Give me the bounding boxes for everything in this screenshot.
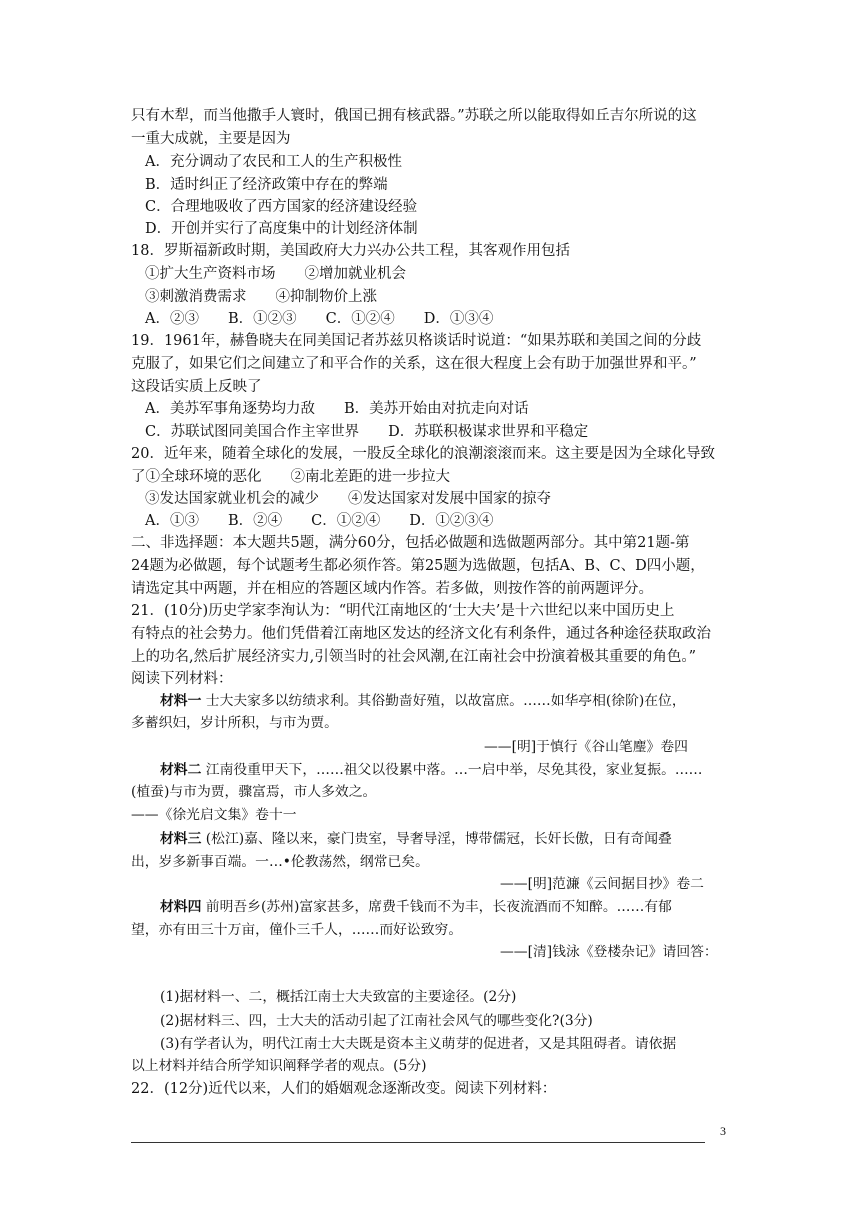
q21-subquestion-3-line2: 以上材料并结合所学知识阐释学者的观点。(5分) (131, 1058, 427, 1074)
footer-rule (131, 1142, 705, 1143)
q21-material2-label: 材料二 (160, 762, 202, 778)
q21-material2-line1 (160, 760, 702, 780)
q19-stem-line3: 这段话实质上反映了 (131, 379, 262, 395)
q21-material1-text1: 士大夫家多以纺绩求利。其俗勤啬好殖，以故富庶。……如华亭相(徐阶)在位， (205, 693, 686, 709)
q17-option-c: C．合理地吸收了西方国家的经济建设经验 (145, 199, 418, 215)
q21-material2-source: ——《徐光启文集》卷十一 (131, 807, 297, 823)
q21-material4-line2: 望，亦有田三十万亩，僮仆三千人，……而好讼致穷。 (131, 922, 463, 938)
q21-material1-line1 (160, 691, 686, 711)
q18-items-row2: ③刺激消费需求 ④抑制物价上涨 (145, 289, 377, 305)
q21-material2-text1: 江南役重甲天下，……祖父以役累中落。…一启中举，尽免其役，家业复振。…… (205, 762, 703, 778)
section2-line1: 二、非选择题：本大题共5题，满分60分，包括必做题和选做题两部分。其中第21题-第 (131, 535, 690, 551)
q18-stem: 18．罗斯福新政时期，美国政府大力兴办公共工程，其客观作用包括 (131, 243, 570, 259)
q21-material1-line2: 多蓄织妇，岁计所积，与市为贾。 (131, 715, 338, 731)
q22-stem: 22．(12分)近代以来，人们的婚姻观念逐渐改变。阅读下列材料： (131, 1081, 557, 1097)
q21-material4-label: 材料四 (160, 899, 202, 915)
section2-line3: 请选定其中两题，并在相应的答题区域内作答。若多做，则按作答的前两题评分。 (131, 581, 653, 597)
q21-material4-source: ——[清]钱泳《登楼杂记》请回答： (500, 944, 718, 960)
q17-option-a: A．充分调动了农民和工人的生产积极性 (145, 154, 402, 170)
section2-line2: 24题为必做题，每个试题考生都必须作答。第25题为选做题，包括A、B、C、D四小题， (131, 558, 705, 574)
q21-material4-text1: 前明吾乡(苏州)富家甚多，席费千钱而不为丰，长夜流酒而不知醉。……有郁 (205, 899, 672, 915)
q21-subquestion-2: (2)据材料三、四，士大夫的活动引起了江南社会风气的哪些变化?(3分) (160, 1013, 593, 1029)
q21-material1-label: 材料一 (160, 693, 202, 709)
q21-stem-line2: 有特点的社会势力。他们凭借着江南地区发达的经济文化有利条件，通过各种途径获取政治 (131, 626, 711, 642)
q19-stem-line2: 克服了，如果它们之间建立了和平合作的关系，这在很大程度上会有助于加强世界和平。” (131, 356, 697, 372)
q20-options: A．①③ B．②④ C．①②④ D．①②③④ (145, 513, 494, 529)
q20-stem-line3: ③发达国家就业机会的减少 ④发达国家对发展中国家的掠夺 (145, 491, 551, 507)
q21-material3-label: 材料三 (160, 831, 202, 847)
q17-option-b: B．适时纠正了经济政策中存在的弊端 (145, 177, 388, 193)
q21-material3-source: ——[明]范濂《云间据目抄》卷二 (500, 876, 704, 892)
q18-options: A．②③ B．①②③ C．①②④ D．①③④ (145, 311, 494, 327)
q20-stem-line2: 了①全球环境的恶化 ②南北差距的进一步拉大 (131, 469, 450, 485)
q17-stem-line1: 只有木犁，而当他撒手人寰时，俄国已拥有核武器。”苏联之所以能取得如丘吉尔所说的这 (131, 108, 697, 124)
q21-material3-line2: 出，岁多新事百端。一…•伦教荡然，纲常已矣。 (131, 854, 429, 870)
q18-items-row1: ①扩大生产资料市场 ②增加就业机会 (145, 266, 406, 282)
q20-stem-line1: 20．近年来，随着全球化的发展，一股反全球化的浪潮滚滚而来。这主要是因为全球化导致 (131, 446, 715, 462)
q21-stem-line4: 阅读下列材料： (131, 671, 233, 687)
q19-options-row1: A．美苏军事角逐势均力敌 B．美苏开始由对抗走向对话 (145, 401, 529, 417)
q21-stem-line3: 上的功名,然后扩展经济实力,引领当时的社会风潮,在江南社会中扮演着极其重要的角色。” (131, 649, 696, 665)
q21-material4-line1 (160, 897, 672, 917)
page-number: 3 (720, 1124, 726, 1138)
q19-options-row2: C．苏联试图同美国合作主宰世界 D．苏联积极谋求世界和平稳定 (145, 424, 589, 440)
q21-material1-source: ——[明]于慎行《谷山笔麈》卷四 (484, 739, 688, 755)
q21-material2-line2: (植蚕)与市为贾，骤富焉，市人多效之。 (131, 784, 377, 800)
q17-option-d: D．开创并实行了高度集中的计划经济体制 (145, 221, 418, 237)
q21-subquestion-1: (1)据材料一、二，概括江南士大夫致富的主要途径。(2分) (160, 989, 517, 1005)
q21-subquestion-3-line1: (3)有学者认为，明代江南士大夫既是资本主义萌芽的促进者，又是其阻碍者。请依据 (160, 1036, 677, 1052)
q17-stem-line2: 一重大成就，主要是因为 (131, 131, 291, 147)
q21-material3-text1: (松江)嘉、隆以来，豪门贵室，导奢导淫，博带儒冠，长奸长傲，日有奇闻叠 (205, 831, 672, 847)
q19-stem-line1: 19．1961年，赫鲁晓夫在同美国记者苏兹贝格谈话时说道：“如果苏联和美国之间的分歧 (131, 333, 702, 349)
q21-material3-line1 (160, 829, 672, 849)
q21-stem-line1: 21．(10分)历史学家李洵认为：“明代江南地区的‘士大夫’是十六世纪以来中国历史上 (131, 603, 675, 619)
